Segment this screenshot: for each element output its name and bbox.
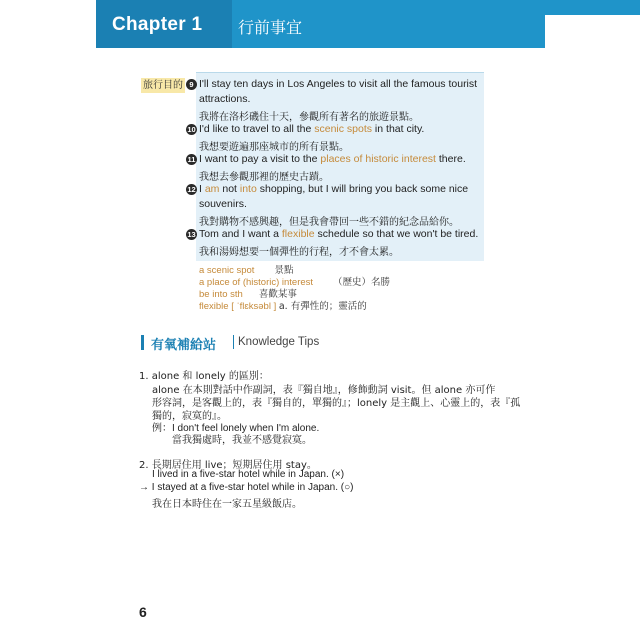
tip-wrong-example: I lived in a five-star hotel while in Japan. (×) [152, 469, 345, 480]
top-margin [0, 0, 95, 15]
tip-translation: 我在日本時住在一家五星級飯店。 [152, 499, 302, 510]
en-text: not [219, 183, 240, 195]
heading-bar [141, 335, 144, 350]
sentence-zh: 我對購物不感興趣，但是我會帶回一些不錯的紀念品給你。 [199, 217, 459, 228]
tip-body: 獨的，寂寞的』。 [152, 411, 227, 422]
vocab-definition: （歷史）名勝 [333, 277, 391, 288]
tip-heading: 1. alone 和 lonely 的區別： [139, 371, 269, 382]
sentence-number: 12 [187, 185, 196, 194]
en-text: shopping, but I will bring you back some nice [256, 183, 469, 195]
en-text: there. [435, 153, 466, 165]
vocab-term: flexible [ ˈflɛksəbl ] [199, 301, 279, 312]
heading-divider [233, 335, 234, 349]
sentence-zh: 我想去參觀那裡的歷史古蹟。 [199, 172, 329, 183]
vocab-definition: 景點 [274, 265, 294, 276]
sentence-en [199, 183, 468, 195]
tips-title-en: Knowledge Tips [238, 336, 320, 348]
tip-body: 形容詞，是客觀上的，表『獨自的，單獨的』；lonely 是主觀上、心靈上的，表『孤 [152, 398, 521, 409]
sentence-en [199, 228, 478, 240]
highlight-phrase: am [204, 183, 220, 195]
tip-example-en: 例：I don't feel lonely when I'm alone. [152, 423, 320, 434]
vocab-definition: a. 有彈性的；靈活的 [278, 301, 367, 312]
sentence-zh: 我想要遊遍那座城市的所有景點。 [199, 142, 349, 153]
sentence-en [199, 153, 466, 165]
tip-example-zh: 當我獨處時，我並不感覺寂寞。 [172, 435, 312, 446]
vocab-term: be into sth [199, 289, 243, 300]
sentence-number: 11 [187, 155, 196, 164]
highlight-phrase: scenic spots [314, 123, 373, 135]
sentence-en-line2: souvenirs. [199, 198, 247, 210]
tip-heading: 2. 長期居住用 live；短期居住用 stay。 [139, 460, 317, 471]
en-text: I [199, 183, 205, 195]
en-text: in that city. [372, 123, 425, 135]
en-text: I want to pay a visit to the [199, 153, 321, 165]
sentence-zh: 我將在洛杉磯住十天，參觀所有著名的旅遊景點。 [199, 112, 419, 123]
vocab-term: a place of (historic) interest [199, 277, 314, 288]
en-text: I'd like to travel to all the [199, 123, 315, 135]
sentence-number: 13 [187, 230, 196, 239]
highlight-phrase: into [239, 183, 257, 195]
panel-rule [196, 72, 484, 73]
tip-body: alone 在本則對話中作副詞，表『獨自地』，修飾動詞 visit。但 alone 亦可作 [152, 385, 496, 396]
header-tail [545, 0, 640, 15]
en-text: I'll stay ten days in Los Angeles to visit all the famous tourist [199, 78, 478, 90]
sentence-en-line2: attractions. [199, 93, 251, 105]
vocab-term: a scenic spot [199, 265, 255, 276]
chapter-header [96, 0, 545, 48]
page-number: 6 [139, 604, 147, 620]
tips-title-zh: 有氧補給站 [151, 338, 217, 353]
sentence-en [199, 78, 477, 90]
vocab-definition: 喜歡某事 [258, 289, 297, 300]
highlight-phrase: flexible [281, 228, 315, 240]
en-text: schedule so that we won't be tired. [314, 228, 479, 240]
tip-right-example: → I stayed at a five-star hotel while in Japan. (○) [139, 482, 354, 493]
knowledge-tips-heading [141, 333, 491, 353]
sentence-number: 10 [187, 125, 196, 134]
en-text: Tom and I want a [199, 228, 282, 240]
sentence-number: 9 [186, 79, 197, 90]
vocab-item [199, 298, 367, 312]
chapter-title: 行前事宜 [238, 18, 303, 37]
chapter-label: Chapter 1 [112, 14, 203, 35]
highlight-phrase: places of historic interest [320, 153, 436, 165]
chapter-label-box [96, 0, 232, 48]
sentence-en [199, 123, 424, 135]
category-label: 旅行目的 [143, 80, 183, 91]
sentence-zh: 我和湯姆想要一個彈性的行程，才不會太累。 [199, 247, 399, 258]
